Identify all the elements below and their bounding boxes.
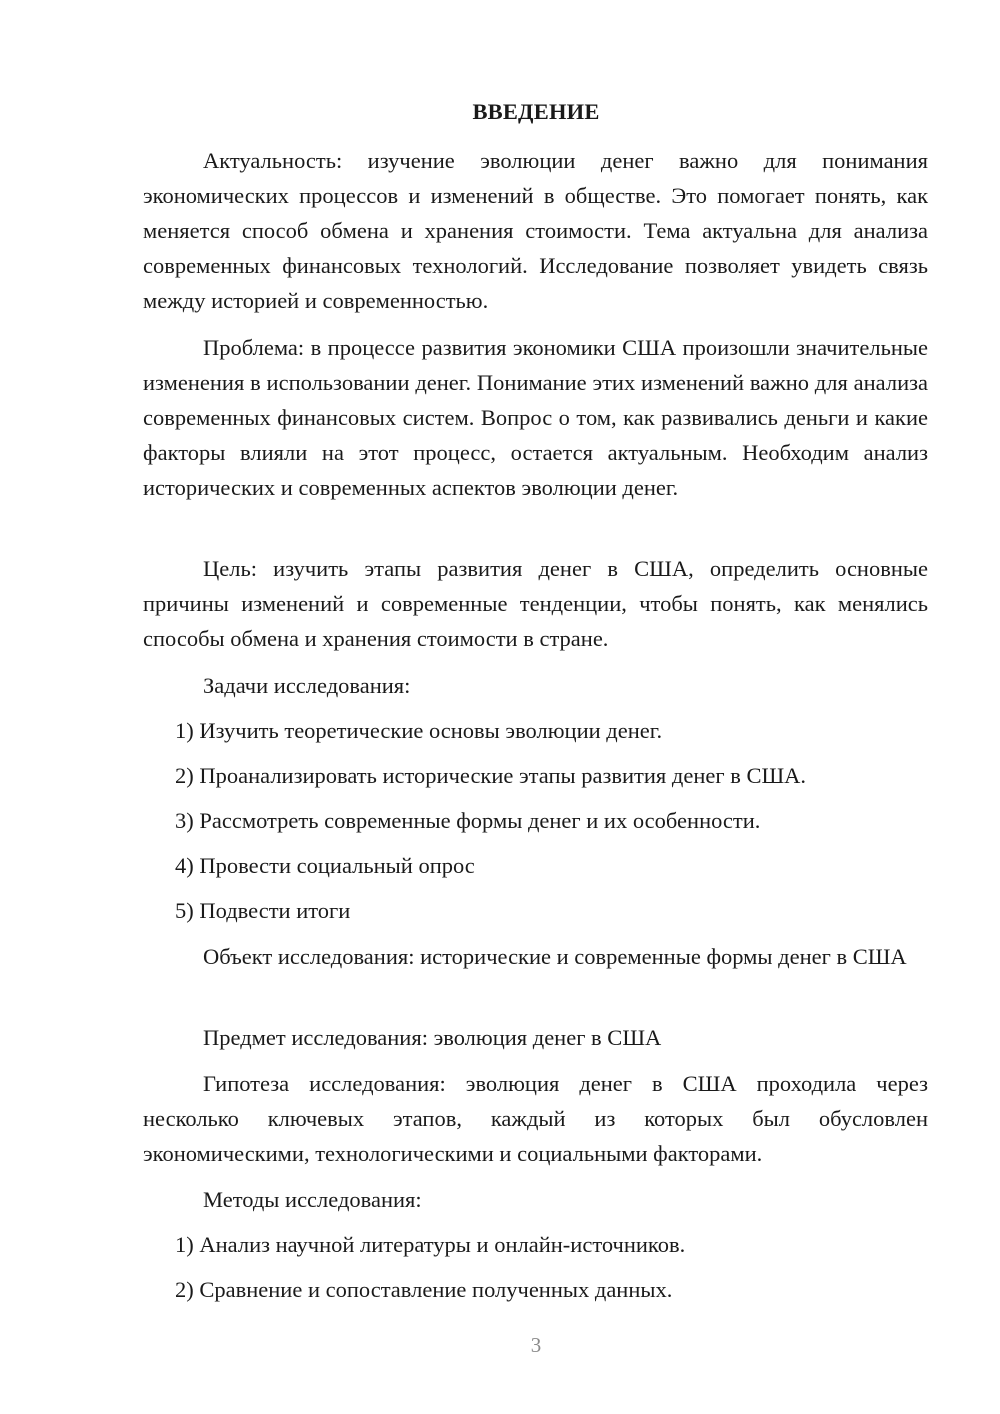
tasks-heading: Задачи исследования: (203, 673, 411, 698)
object-paragraph: Объект исследования: исторические и современные формы денег в США (203, 944, 907, 969)
task-item: 4) Провести социальный опрос (175, 853, 475, 878)
task-item: 2) Проанализировать исторические этапы развития денег в США. (175, 763, 807, 788)
task-item: 5) Подвести итоги (175, 898, 351, 923)
method-item: 2) Сравнение и сопоставление полученных данных. (175, 1277, 673, 1302)
problem-paragraph: Проблема: в процессе развития экономики США произошли значительные изменения в использовании денег. Понимание этих изменений важно для анализа современных финансовых систем. Вопрос о том, как развивались деньги и какие факторы влияли на этот процесс, остается актуальным. Необходим анализ исторических и современных аспектов эволюции денег. (143, 335, 928, 500)
page-number: 3 (530, 1333, 542, 1357)
method-item: 1) Анализ научной литературы и онлайн-источников. (175, 1232, 686, 1257)
relevance-paragraph: Актуальность: изучение эволюции денег важно для понимания экономических процессов и изменений в обществе. Это помогает понять, как меняется способ обмена и хранения стоимости. Тема актуальна для анализа современных финансовых технологий. Исследование позволяет увидеть связь между историей и современностью. (143, 148, 928, 313)
goal-paragraph: Цель: изучить этапы развития денег в США, определить основные причины изменений и современные тенденции, чтобы понять, как менялись способы обмена и хранения стоимости в стране. (143, 556, 928, 651)
task-item: 1) Изучить теоретические основы эволюции денег. (175, 718, 663, 743)
hypothesis-paragraph: Гипотеза исследования: эволюция денег в США проходила через несколько ключевых этапов, каждый из которых был обусловлен экономическими, технологическими и социальными факторами. (143, 1071, 928, 1166)
task-item: 3) Рассмотреть современные формы денег и их особенности. (175, 808, 761, 833)
methods-heading: Методы исследования: (203, 1187, 422, 1212)
page-title: ВВЕДЕНИЕ (472, 99, 600, 124)
subject-paragraph: Предмет исследования: эволюция денег в США (203, 1025, 662, 1050)
